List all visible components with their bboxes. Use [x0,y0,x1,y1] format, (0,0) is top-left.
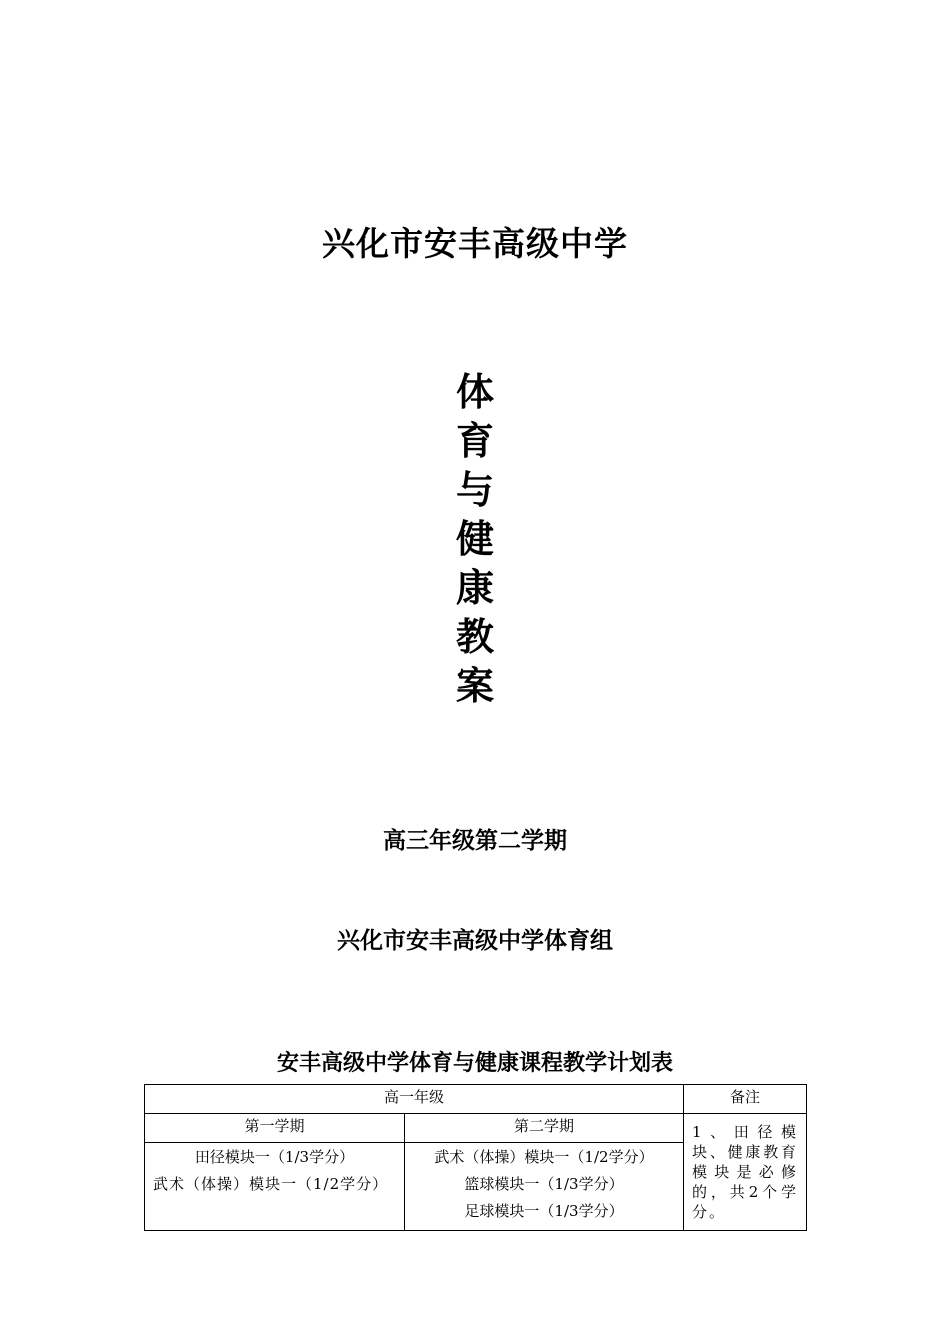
title-char: 案 [455,664,494,708]
module-item: 武术（体操）模块一（1/2学分） [434,1148,654,1166]
title-char: 体 [455,370,494,414]
school-title: 兴化市安丰高级中学 [322,224,628,263]
title-char: 健 [455,517,494,561]
module-item: 田径模块一（1/3学分） [194,1148,355,1166]
teaching-plan-table [144,1084,807,1231]
document-title-vertical [450,368,500,711]
title-char: 康 [455,566,494,610]
semester1-header: 第一学期 [145,1114,405,1143]
grade-header: 高一年级 [145,1085,684,1114]
title-char: 育 [455,419,494,463]
semester2-cell [405,1143,684,1231]
module-item: 篮球模块一（1/3学分） [464,1175,624,1193]
plan-table-title: 安丰高级中学体育与健康课程教学计划表 [276,1051,673,1076]
title-char: 与 [455,468,494,512]
module-item: 足球模块一（1/3学分） [464,1202,624,1220]
semester2-header: 第二学期 [405,1114,684,1143]
title-char: 教 [455,615,494,659]
remark-header: 备注 [684,1085,807,1114]
remark-cell: 1、田径模块、健康教育模块是必修的，共2个学分。 [684,1114,807,1231]
module-item: 武术（体操）模块一（1/2学分） [153,1175,389,1193]
group-label: 兴化市安丰高级中学体育组 [337,928,613,954]
semester1-cell [145,1143,405,1231]
semester-label: 高三年级第二学期 [383,828,567,854]
